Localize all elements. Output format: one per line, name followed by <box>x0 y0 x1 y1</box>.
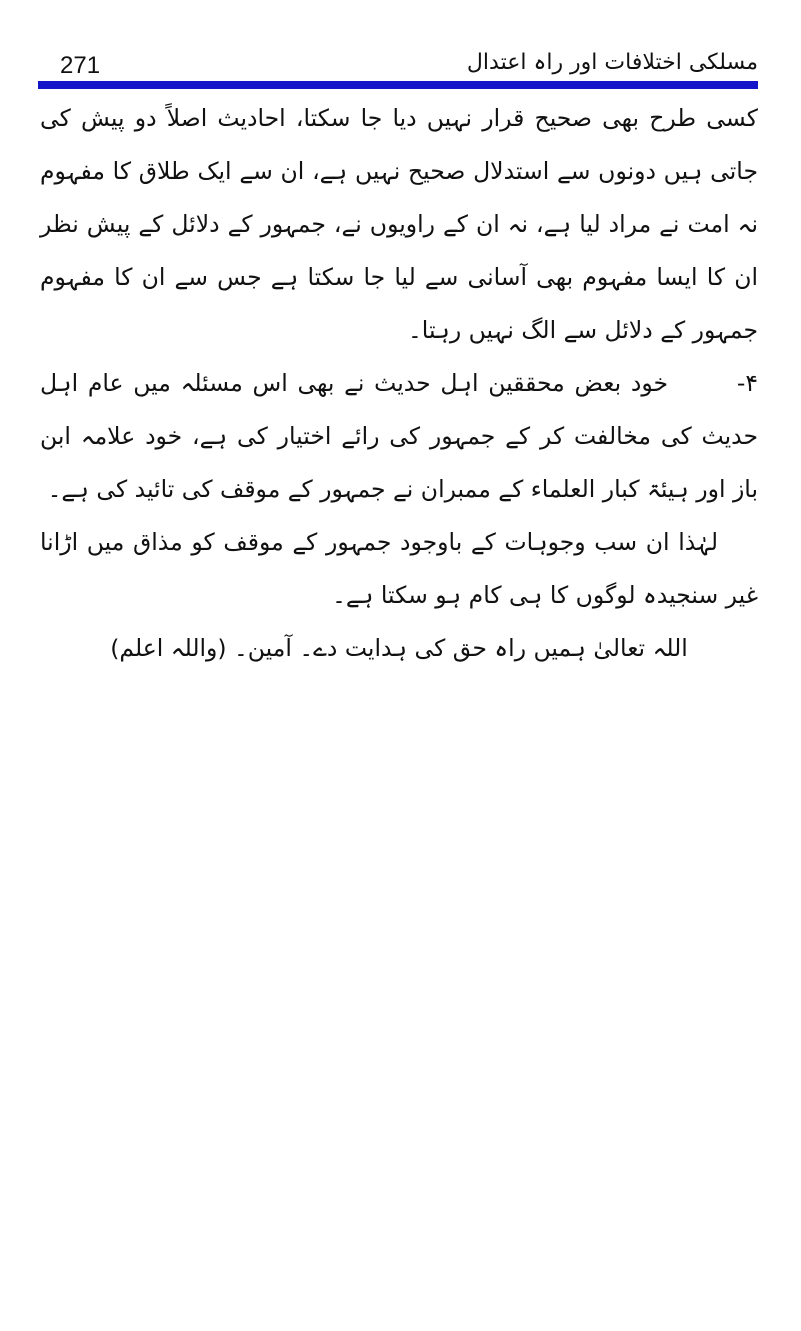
page-body <box>40 92 758 675</box>
page-header <box>38 48 758 84</box>
running-title: مسلکی اختلافات اور راہ اعتدال <box>466 50 758 75</box>
page-number: 271 <box>60 52 101 79</box>
closing-prayer: اللہ تعالیٰ ہمیں راہ حق کی ہدایت دے۔ آمین۔ (واللہ اعلم) <box>110 634 688 662</box>
paragraph-2-number: ۴- <box>736 369 758 397</box>
paragraph-3: لہٰذا ان سب وجوہات کے باوجود جمہور کے موقف کو مذاق میں اڑانا غیر سنجیدہ لوگوں کا ہی کام ہو سکتا ہے۔ <box>40 528 758 609</box>
paragraph-2-text: خود بعض محققین اہل حدیث نے بھی اس مسئلہ میں عام اہل حدیث کی مخالفت کر کے جمہور کی رائے اختیار کی ہے، خود علامہ ابن باز اور ہیئۃ کبار العلماء کے ممبران نے جمہور کے موقف کی تائید کی ہے۔ <box>40 369 758 503</box>
paragraph-1: کسی طرح بھی صحیح قرار نہیں دیا جا سکتا، احادیث اصلاً دو پیش کی جاتی ہیں دونوں سے استدلال صحیح نہیں ہے، ان سے ایک طلاق کا مفہوم نہ امت نے مراد لیا ہے، نہ ان کے راویوں نے، جمہور کے دلائل کے پیش نظر ان کا ایسا مفہوم بھی آسانی سے لیا جا سکتا ہے جس سے ان کا مفہوم جمہور کے دلائل سے الگ نہیں رہتا۔ <box>40 104 758 344</box>
header-rule <box>38 81 758 89</box>
paragraph-2 <box>40 357 758 516</box>
